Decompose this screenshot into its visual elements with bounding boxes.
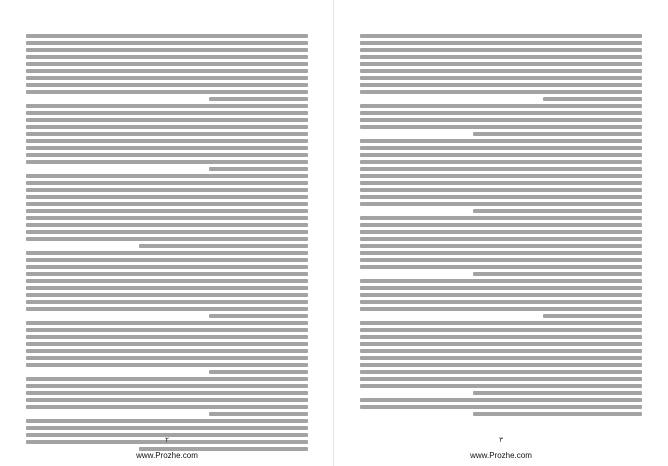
text-line — [360, 195, 642, 199]
text-line — [360, 118, 642, 122]
footer-watermark: www.Prozhe.com — [136, 451, 198, 460]
text-line — [360, 174, 642, 178]
text-line — [209, 370, 308, 374]
text-line — [26, 398, 308, 402]
text-line — [26, 125, 308, 129]
text-line — [360, 76, 642, 80]
paragraph — [360, 216, 642, 276]
page-number: ۳ — [499, 436, 503, 444]
text-line — [26, 419, 308, 423]
text-line — [26, 279, 308, 283]
text-line — [26, 230, 308, 234]
text-line — [360, 41, 642, 45]
page-left-text — [26, 34, 308, 426]
text-line — [360, 377, 642, 381]
text-line — [360, 223, 642, 227]
text-line — [26, 356, 308, 360]
text-line — [26, 363, 308, 367]
text-line — [360, 139, 642, 143]
text-line — [209, 167, 308, 171]
text-line — [139, 244, 308, 248]
paragraph — [26, 321, 308, 374]
text-line — [26, 349, 308, 353]
text-line — [360, 286, 642, 290]
paragraph — [360, 104, 642, 136]
paragraph — [360, 321, 642, 395]
text-line — [26, 223, 308, 227]
text-line — [360, 293, 642, 297]
page-number: ۲ — [165, 436, 169, 444]
text-line — [360, 230, 642, 234]
text-line — [209, 314, 308, 318]
text-line — [26, 405, 308, 409]
text-line — [360, 307, 642, 311]
text-line — [26, 209, 308, 213]
text-line — [360, 405, 642, 409]
text-line — [360, 300, 642, 304]
text-line — [473, 209, 642, 213]
text-line — [26, 83, 308, 87]
text-line — [26, 34, 308, 38]
text-line — [26, 342, 308, 346]
paragraph — [360, 34, 642, 101]
text-line — [26, 69, 308, 73]
text-line — [26, 188, 308, 192]
text-line — [360, 398, 642, 402]
text-line — [26, 300, 308, 304]
text-line — [473, 132, 642, 136]
text-line — [360, 104, 642, 108]
paragraph — [26, 104, 308, 171]
text-line — [26, 118, 308, 122]
text-line — [26, 90, 308, 94]
text-line — [360, 384, 642, 388]
text-line — [360, 146, 642, 150]
paragraph — [26, 34, 308, 101]
text-line — [26, 426, 308, 430]
paragraph — [360, 139, 642, 213]
footer-watermark: www.Prozhe.com — [470, 451, 532, 460]
text-line — [360, 342, 642, 346]
text-line — [26, 307, 308, 311]
text-line — [360, 244, 642, 248]
text-line — [360, 202, 642, 206]
text-line — [360, 363, 642, 367]
text-line — [360, 48, 642, 52]
text-line — [26, 174, 308, 178]
text-line — [26, 202, 308, 206]
text-line — [360, 251, 642, 255]
text-line — [26, 328, 308, 332]
text-line — [473, 391, 642, 395]
text-line — [360, 153, 642, 157]
text-line — [26, 251, 308, 255]
text-line — [26, 146, 308, 150]
text-line — [360, 160, 642, 164]
text-line — [360, 321, 642, 325]
text-line — [360, 349, 642, 353]
text-line — [26, 153, 308, 157]
text-line — [26, 104, 308, 108]
text-line — [473, 272, 642, 276]
paragraph — [360, 398, 642, 416]
text-line — [26, 321, 308, 325]
text-line — [26, 272, 308, 276]
text-line — [26, 55, 308, 59]
text-line — [209, 97, 308, 101]
paragraph — [26, 174, 308, 248]
text-line — [360, 188, 642, 192]
text-line — [360, 258, 642, 262]
text-line — [360, 181, 642, 185]
text-line — [26, 335, 308, 339]
text-line — [360, 34, 642, 38]
text-line — [26, 286, 308, 290]
paragraph — [26, 377, 308, 416]
text-line — [360, 279, 642, 283]
text-line — [26, 377, 308, 381]
text-line — [26, 216, 308, 220]
text-line — [360, 167, 642, 171]
text-line — [26, 48, 308, 52]
text-line — [360, 265, 642, 269]
text-line — [26, 258, 308, 262]
text-line — [26, 265, 308, 269]
text-line — [26, 111, 308, 115]
text-line — [26, 384, 308, 388]
text-line — [26, 237, 308, 241]
text-line — [26, 62, 308, 66]
text-line — [26, 293, 308, 297]
text-line — [360, 237, 642, 241]
text-line — [26, 139, 308, 143]
text-line — [360, 55, 642, 59]
page-right — [334, 0, 668, 466]
text-line — [543, 314, 642, 318]
text-line — [26, 160, 308, 164]
text-line — [360, 83, 642, 87]
text-line — [26, 391, 308, 395]
text-line — [360, 216, 642, 220]
text-line — [26, 76, 308, 80]
text-line — [209, 412, 308, 416]
text-line — [360, 69, 642, 73]
text-line — [26, 181, 308, 185]
paragraph — [26, 251, 308, 318]
text-line — [26, 41, 308, 45]
text-line — [473, 412, 642, 416]
paragraph — [360, 279, 642, 318]
text-line — [360, 62, 642, 66]
text-line — [360, 125, 642, 129]
text-line — [26, 195, 308, 199]
paragraph — [26, 419, 308, 451]
text-line — [543, 97, 642, 101]
text-line — [360, 335, 642, 339]
text-line — [360, 370, 642, 374]
text-line — [360, 111, 642, 115]
text-line — [360, 90, 642, 94]
text-line — [26, 132, 308, 136]
page-right-text — [360, 34, 642, 426]
text-line — [360, 328, 642, 332]
text-line — [360, 356, 642, 360]
